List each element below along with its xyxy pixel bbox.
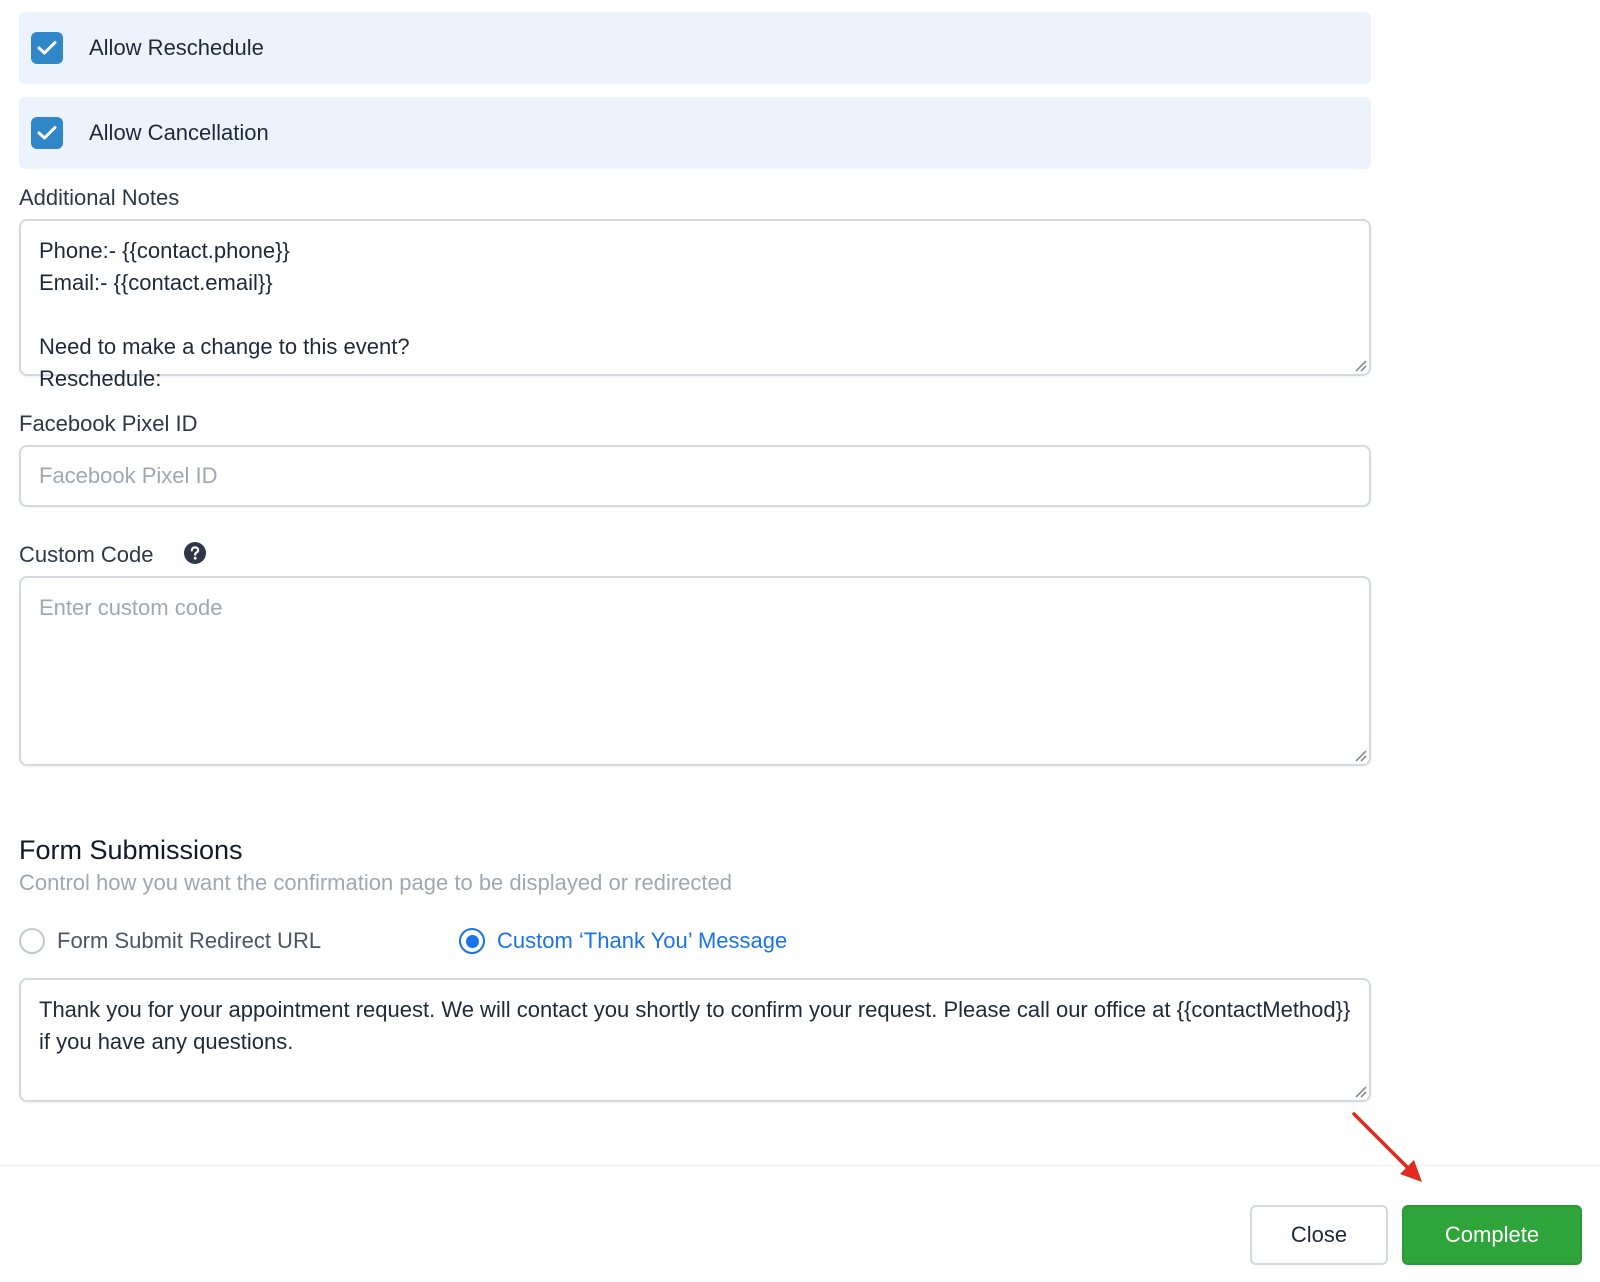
custom-code-placeholder: Enter custom code	[39, 595, 223, 620]
complete-button[interactable]: Complete	[1402, 1205, 1582, 1265]
thank-you-message-label: Custom ‘Thank You’ Message	[497, 928, 788, 953]
redirect-url-label: Form Submit Redirect URL	[57, 928, 322, 953]
resize-handle-icon[interactable]	[1353, 358, 1367, 372]
additional-notes-value: Phone:- {{contact.phone}} Email:- {{contact.email}} Need to make a change to this event? Reschedule:	[39, 238, 410, 391]
thank-you-message-textarea[interactable]	[19, 978, 1371, 1102]
question-circle-icon[interactable]	[184, 542, 206, 564]
close-button[interactable]: Close	[1250, 1205, 1388, 1265]
custom-code-textarea[interactable]	[19, 576, 1371, 766]
redirect-url-radio[interactable]	[19, 928, 45, 954]
checkmark-icon	[37, 40, 57, 56]
additional-notes-textarea[interactable]	[19, 219, 1371, 391]
allow-reschedule-checkbox[interactable]	[31, 32, 63, 64]
allow-cancellation-label: Allow Cancellation	[89, 120, 269, 145]
allow-cancellation-row[interactable]	[19, 97, 1371, 169]
additional-notes-label: Additional Notes	[19, 185, 180, 210]
resize-handle-icon[interactable]	[1353, 1084, 1367, 1098]
facebook-pixel-input[interactable]	[19, 445, 1371, 507]
allow-cancellation-checkbox[interactable]	[31, 117, 63, 149]
redirect-url-option[interactable]	[19, 928, 321, 954]
annotation-arrow-icon	[1350, 1110, 1426, 1186]
thank-you-message-option[interactable]	[459, 928, 787, 954]
allow-reschedule-row[interactable]	[19, 12, 1371, 84]
custom-code-label: Custom Code	[19, 542, 154, 567]
thank-you-message-value: Thank you for your appointment request. We will contact you shortly to confirm your request. Please call our office at {{contactMethod}} if you have any questions.	[39, 997, 1357, 1054]
thank-you-message-radio[interactable]	[459, 928, 485, 954]
facebook-pixel-label: Facebook Pixel ID	[19, 411, 198, 436]
resize-handle-icon[interactable]	[1353, 748, 1367, 762]
checkmark-icon	[37, 125, 57, 141]
form-submissions-title: Form Submissions	[19, 835, 243, 865]
allow-reschedule-label: Allow Reschedule	[89, 35, 264, 60]
form-submissions-subtitle: Control how you want the confirmation page to be displayed or redirected	[19, 870, 732, 895]
